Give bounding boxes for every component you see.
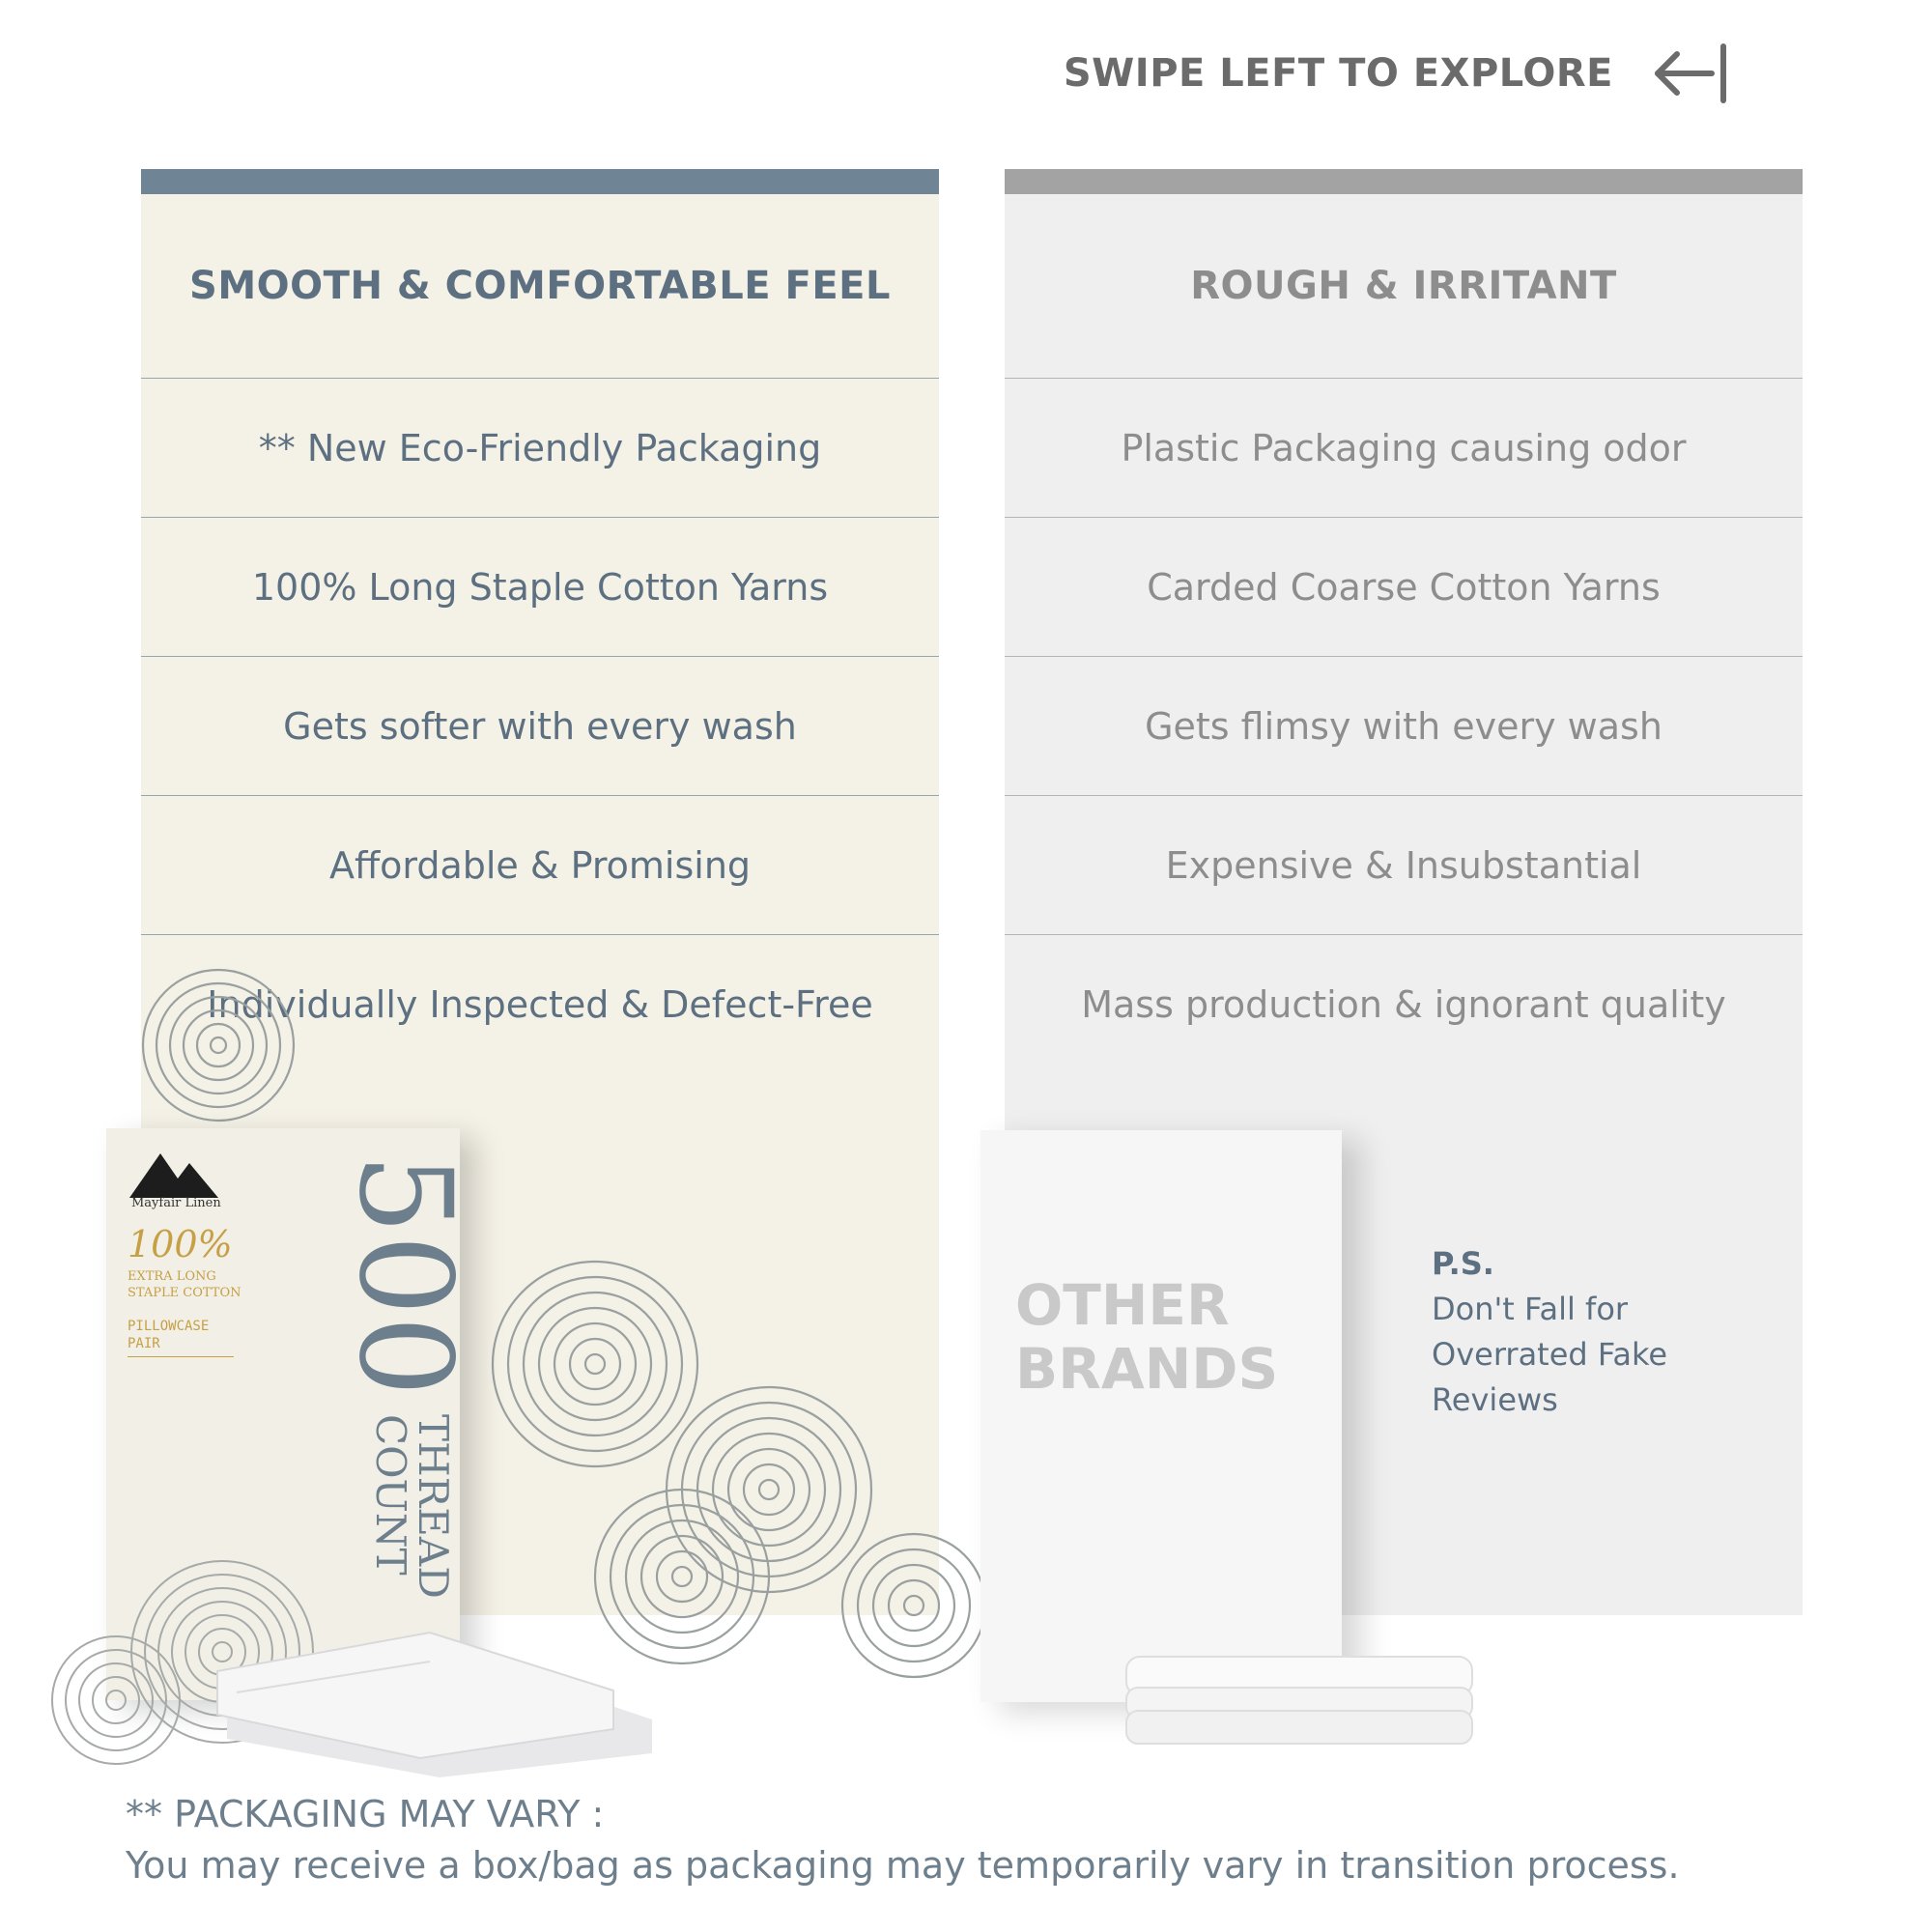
disclaimer-title: ** PACKAGING MAY VARY :	[126, 1793, 605, 1835]
thread-count-number: 500	[330, 1153, 479, 1397]
disclaimer-text: You may receive a box/bag as packaging may temporarily vary in transition process.	[126, 1844, 1680, 1887]
ps-line: Don't Fall for	[1432, 1291, 1629, 1327]
column-accent-bar	[1005, 169, 1803, 194]
comparison-row: Gets softer with every wash	[141, 657, 939, 796]
comparison-row: Carded Coarse Cotton Yarns	[1005, 518, 1803, 657]
item-type: PILLOWCASE PAIR	[128, 1318, 234, 1357]
other-brands-label: OTHER BRANDS	[1015, 1272, 1279, 1402]
comparison-row: Gets flimsy with every wash	[1005, 657, 1803, 796]
swipe-hint	[1064, 46, 1729, 100]
thread-word: THREAD	[410, 1413, 457, 1599]
other-brands-package	[980, 1130, 1342, 1702]
swipe-label: SWIPE LEFT TO EXPLORE	[1063, 51, 1613, 96]
cotton-type: EXTRA LONG STAPLE COTTON	[128, 1269, 242, 1300]
product-package	[106, 1128, 479, 1700]
folded-pillowcase-image	[1121, 1647, 1478, 1753]
ps-note	[1432, 1241, 1741, 1423]
ps-title: P.S.	[1432, 1245, 1494, 1282]
comparison-row: Mass production & ignorant quality	[1081, 982, 1726, 1026]
ps-line: Reviews	[1432, 1381, 1558, 1418]
comparison-row: Plastic Packaging causing odor	[1005, 379, 1803, 518]
comparison-row: Affordable & Promising	[141, 796, 939, 935]
comparison-row: 100% Long Staple Cotton Yarns	[141, 518, 939, 657]
comparison-row: Individually Inspected & Defect-Free	[207, 982, 873, 1026]
folded-pillowcase-image	[198, 1633, 662, 1777]
brand-name: Mayfair Linen	[131, 1196, 221, 1210]
count-word: COUNT	[367, 1413, 414, 1576]
comparison-row: Expensive & Insubstantial	[1005, 796, 1803, 935]
cotton-percent: 100%	[128, 1223, 233, 1265]
column-accent-bar	[141, 169, 939, 194]
column-heading: ROUGH & IRRITANT	[1005, 194, 1803, 379]
arrow-left-to-bar-icon	[1652, 43, 1729, 104]
packaging-disclaimer	[126, 1789, 1680, 1891]
ps-line: Overrated Fake	[1432, 1336, 1668, 1373]
column-heading: SMOOTH & COMFORTABLE FEEL	[141, 194, 939, 379]
thread-count-label	[330, 1153, 479, 1599]
comparison-row: ** New Eco-Friendly Packaging	[141, 379, 939, 518]
